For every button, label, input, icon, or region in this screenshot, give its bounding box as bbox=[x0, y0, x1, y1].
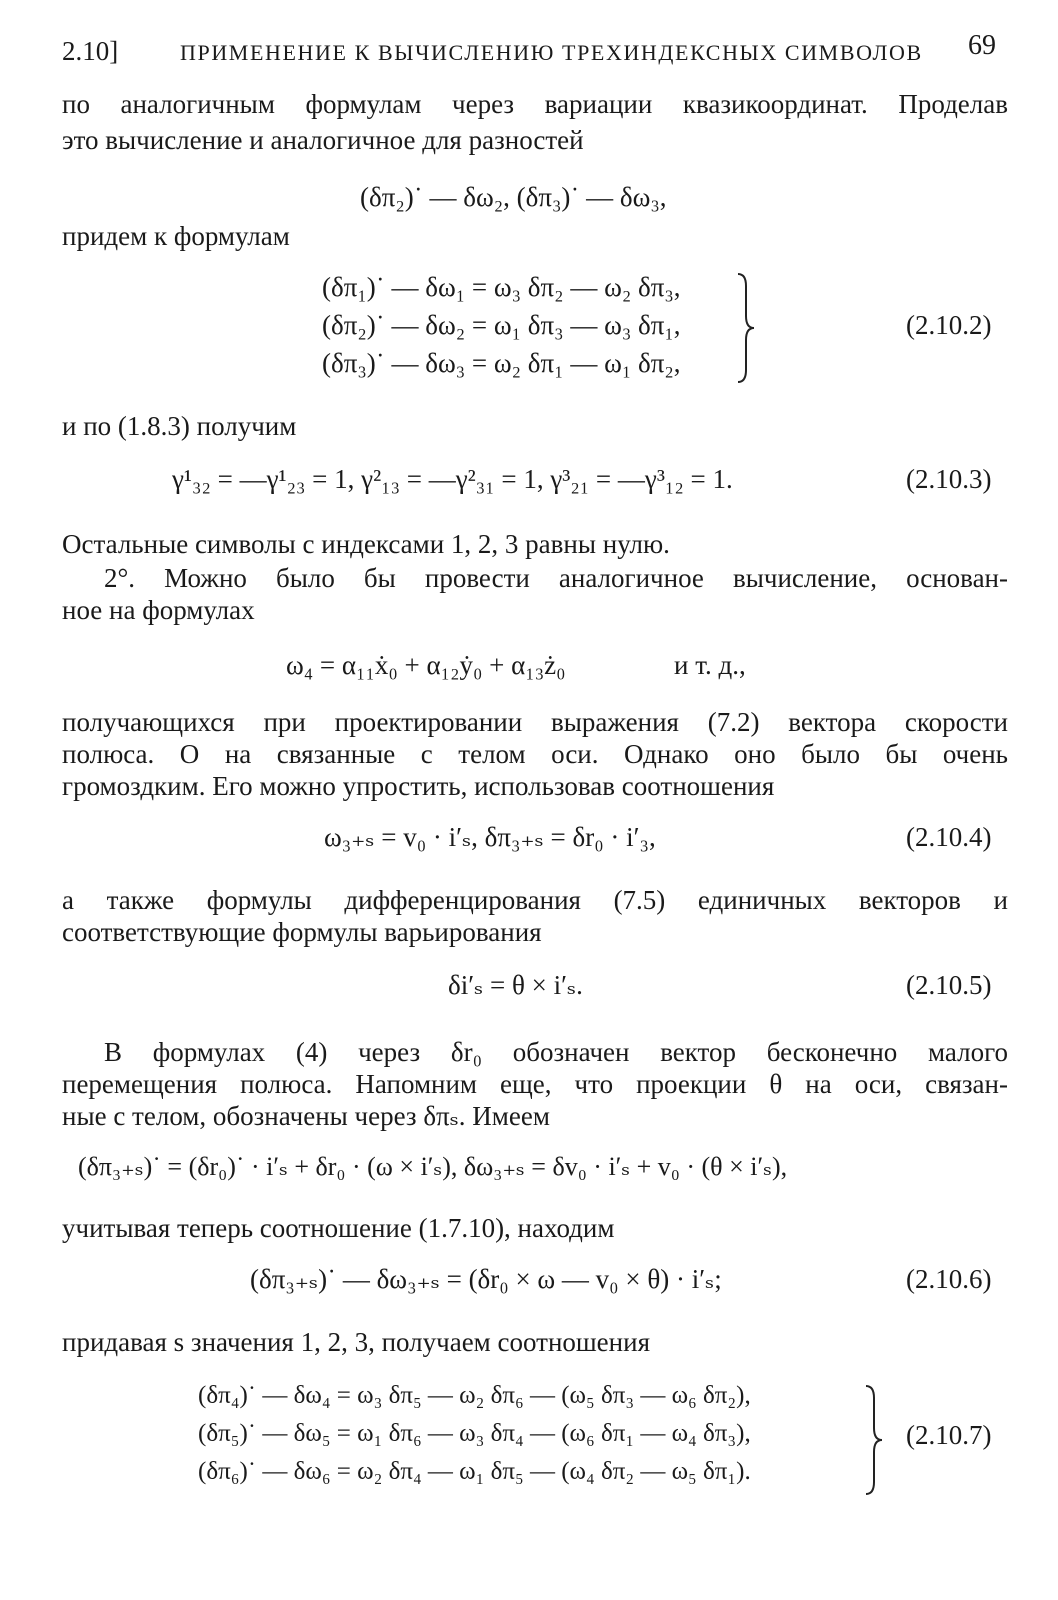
equation-2-10-4: ω₃₊ₛ = v₀ · i′ₛ, δπ₃₊ₛ = δr₀ · i′₃, bbox=[324, 822, 656, 852]
paragraph-line: ное на формулах bbox=[62, 595, 255, 625]
paragraph-line: а также формулы дифференцирования (7.5) единичных векторов и bbox=[62, 885, 1008, 915]
equation-2-10-7-line-1: (δπ₄)˙ — δω₄ = ω₃ δπ₅ — ω₂ δπ₆ — (ω₅ δπ₃ — ω₆ δπ₂), bbox=[198, 1382, 751, 1409]
equation-tail: и т. д., bbox=[674, 650, 746, 680]
section-number: 2.10] bbox=[62, 36, 119, 66]
equation-2-10-5: δi′ₛ = θ × i′ₛ. bbox=[448, 970, 583, 1000]
running-title: ПРИМЕНЕНИЕ К ВЫЧИСЛЕНИЮ ТРЕХИНДЕКСНЫХ СИМВОЛОВ bbox=[180, 40, 923, 65]
paragraph-line: придавая s значения 1, 2, 3, получаем соотношения bbox=[62, 1327, 650, 1357]
paragraph-line: 2°. Можно было бы провести аналогичное вычисление, основан- bbox=[104, 563, 1008, 593]
right-brace-icon bbox=[862, 1384, 884, 1496]
paragraph-line: соответствующие формулы варьирования bbox=[62, 917, 542, 947]
equation-2-10-2-line-1: (δπ₁)˙ — δω₁ = ω₃ δπ₂ — ω₂ δπ₃, bbox=[322, 272, 681, 302]
equation-2-10-6: (δπ₃₊ₛ)˙ — δω₃₊ₛ = (δr₀ × ω — v₀ × θ) · i′ₛ; bbox=[250, 1264, 722, 1294]
equation-number: (2.10.4) bbox=[906, 822, 992, 852]
equation-2-10-2-line-2: (δπ₂)˙ — δω₂ = ω₁ δπ₃ — ω₃ δπ₁, bbox=[322, 310, 681, 340]
equation-differences: (δπ₂)˙ — δω₂, (δπ₃)˙ — δω₃, bbox=[360, 182, 667, 212]
paragraph-line: В формулах (4) через δr₀ обозначен вектор бесконечно малого bbox=[104, 1037, 1008, 1067]
equation-number: (2.10.2) bbox=[906, 310, 992, 340]
equation-number: (2.10.7) bbox=[906, 1420, 992, 1450]
equation-omega-4: ω₄ = α₁₁ẋ₀ + α₁₂ẏ₀ + α₁₃ż₀ bbox=[286, 650, 566, 680]
equation-2-10-2-line-3: (δπ₃)˙ — δω₃ = ω₂ δπ₁ — ω₁ δπ₂, bbox=[322, 348, 681, 378]
equation-number: (2.10.5) bbox=[906, 970, 992, 1000]
paragraph-line: Остальные символы с индексами 1, 2, 3 равны нулю. bbox=[62, 529, 670, 559]
equation-number: (2.10.6) bbox=[906, 1264, 992, 1294]
paragraph-line: перемещения полюса. Напомним еще, что проекции θ на оси, связан- bbox=[62, 1069, 1008, 1099]
paragraph-line: полюса. O на связанные с телом оси. Однако оно было бы очень bbox=[62, 739, 1008, 769]
paragraph-line: учитывая теперь соотношение (1.7.10), находим bbox=[62, 1213, 615, 1243]
equation-variations: (δπ₃₊ₛ)˙ = (δr₀)˙ · i′ₛ + δr₀ · (ω × i′ₛ), δω₃₊ₛ = δv₀ · i′ₛ + v₀ · (θ × i′ₛ), bbox=[78, 1152, 788, 1181]
equation-2-10-7-line-2: (δπ₅)˙ — δω₅ = ω₁ δπ₆ — ω₃ δπ₄ — (ω₆ δπ₁ — ω₄ δπ₃), bbox=[198, 1420, 751, 1447]
right-brace-icon bbox=[734, 272, 756, 384]
paragraph-line: громоздким. Его можно упростить, использовав соотношения bbox=[62, 771, 775, 801]
equation-2-10-7-line-3: (δπ₆)˙ — δω₆ = ω₂ δπ₄ — ω₁ δπ₅ — (ω₄ δπ₂ — ω₅ δπ₁). bbox=[198, 1458, 751, 1485]
paragraph-line: получающихся при проектировании выражения (7.2) вектора скорости bbox=[62, 707, 1008, 737]
paragraph-line: по аналогичным формулам через вариации квазикоординат. Проделав bbox=[62, 89, 1008, 119]
paragraph-line: и по (1.8.3) получим bbox=[62, 411, 297, 441]
paragraph-line: придем к формулам bbox=[62, 221, 290, 251]
paragraph-line: ные с телом, обозначены через δπₛ. Имеем bbox=[62, 1101, 550, 1131]
equation-number: (2.10.3) bbox=[906, 464, 992, 494]
paragraph-line: это вычисление и аналогичное для разностей bbox=[62, 125, 584, 155]
equation-2-10-3: γ¹₃₂ = —γ¹₂₃ = 1, γ²₁₃ = —γ²₃₁ = 1, γ³₂₁ = —γ³₁₂ = 1. bbox=[172, 464, 733, 494]
page-number: 69 bbox=[968, 30, 996, 61]
